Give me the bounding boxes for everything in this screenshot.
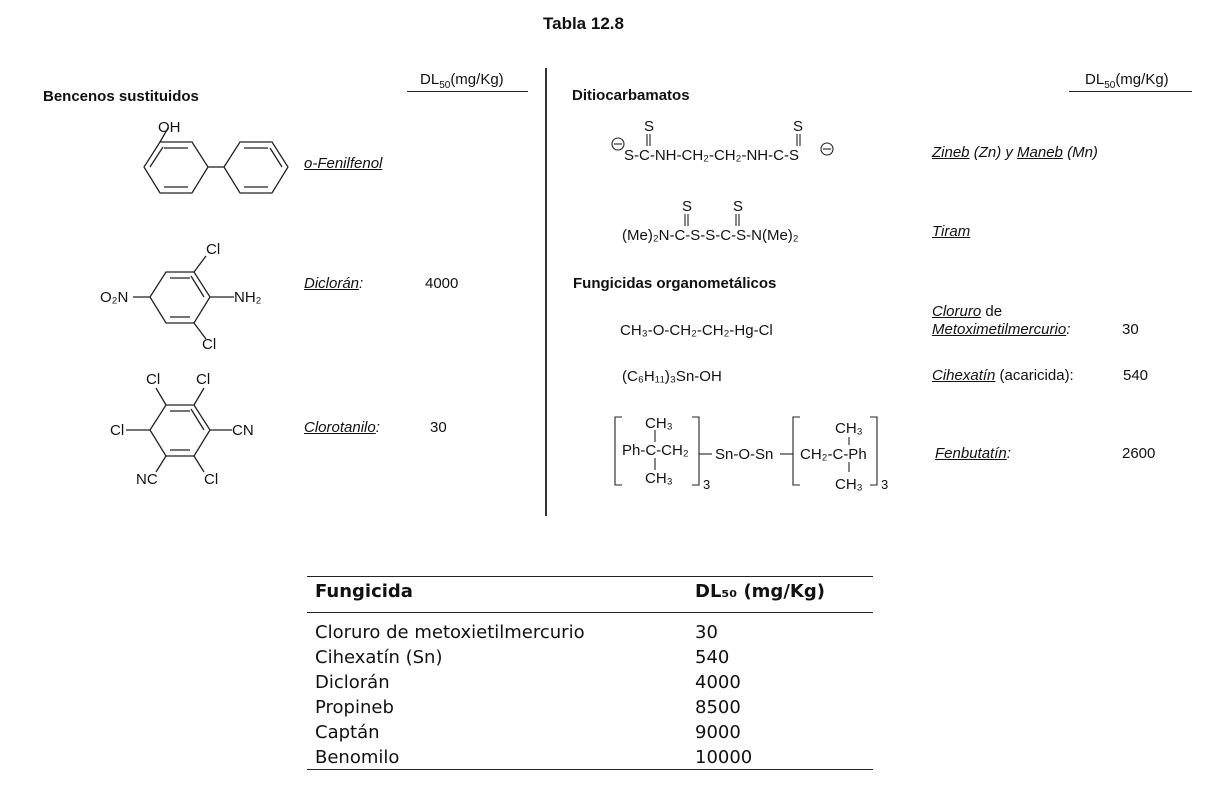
compound-name-clorotanilo: Clorotanilo: bbox=[304, 419, 380, 436]
thione-s-4: S bbox=[733, 198, 744, 215]
fen-ch3-top-left: CH₃ bbox=[645, 415, 673, 432]
nh2-label: NH₂ bbox=[234, 289, 262, 306]
dl50-underline-right bbox=[1069, 91, 1192, 92]
fen-center: Sn-O-Sn bbox=[715, 446, 774, 463]
dl50-value-cloruro: 30 bbox=[1122, 321, 1139, 338]
fen-ch3-bottom-left: CH₃ bbox=[645, 470, 673, 487]
no2-label: O₂N bbox=[100, 289, 129, 306]
cl-label-1: Cl bbox=[146, 371, 161, 388]
cl-label-3: Cl bbox=[110, 422, 125, 439]
thione-s-2: S bbox=[793, 118, 804, 135]
table-row bbox=[307, 694, 873, 719]
dl50-underline-left bbox=[407, 91, 528, 92]
cell-fungicida: Captán bbox=[315, 722, 380, 743]
section-heading-organometalicos: Fungicidas organometálicos bbox=[573, 275, 777, 292]
dl50-header-left: $DL_{50}(mg/Kg)$ bbox=[420, 71, 504, 91]
cl-bottom-label: Cl bbox=[202, 336, 217, 353]
table-row bbox=[307, 669, 873, 694]
dl50-value-fenbutatin: 2600 bbox=[1122, 445, 1156, 462]
cell-dl50: 30 bbox=[695, 622, 718, 643]
zineb-formula: S-C-NH-CH₂-CH₂-NH-C-S bbox=[624, 147, 799, 164]
dl50-value-dicloran: 4000 bbox=[425, 275, 459, 292]
cloruro-formula: CH₃-O-CH₂-CH₂-Hg-Cl bbox=[620, 322, 773, 339]
table-row bbox=[307, 613, 873, 645]
fen-right-chain: CH₂-C-Ph bbox=[800, 446, 867, 463]
cell-fungicida: Cihexatín (Sn) bbox=[315, 647, 443, 668]
column-header-fungicida: Fungicida bbox=[307, 577, 687, 613]
cell-fungicida: Propineb bbox=[315, 697, 394, 718]
cell-dl50: 9000 bbox=[695, 722, 741, 743]
cell-fungicida: Cloruro de metoxietilmercurio bbox=[315, 622, 585, 643]
table-row bbox=[307, 744, 873, 770]
thione-s-3: S bbox=[682, 198, 693, 215]
oh-label: OH bbox=[158, 119, 181, 136]
cell-fungicida: Diclorán bbox=[315, 672, 390, 693]
cell-dl50: 540 bbox=[695, 647, 730, 668]
nc-label-bottom: NC bbox=[136, 471, 158, 488]
table-row bbox=[307, 644, 873, 669]
cell-dl50: 4000 bbox=[695, 672, 741, 693]
cn-label-right: CN bbox=[232, 422, 254, 439]
thione-s-1: S bbox=[644, 118, 655, 135]
compound-name-fenbutatin: Fenbutatín: bbox=[935, 445, 1011, 462]
dl50-value-cihexatin: 540 bbox=[1123, 367, 1149, 384]
dl50-value-clorotanilo: 30 bbox=[430, 419, 447, 436]
fen-subscript-left: 3 bbox=[703, 477, 711, 492]
dl50-header-right: $DL_{50}(mg/Kg)$ bbox=[1085, 71, 1169, 91]
cl-top-label: Cl bbox=[206, 241, 221, 258]
compound-name-cloruro: Cloruro de Metoximetilmercurio: bbox=[932, 303, 1071, 338]
fen-ch3-top-right: CH₃ bbox=[835, 420, 863, 437]
tiram-formula: (Me)₂N-C-S-S-C-S-N(Me)₂ bbox=[622, 227, 799, 244]
fen-subscript-right: 3 bbox=[881, 477, 889, 492]
table-header-row bbox=[307, 577, 873, 613]
cell-dl50: 8500 bbox=[695, 697, 741, 718]
section-heading-ditiocarbamatos: Ditiocarbamatos bbox=[572, 87, 690, 104]
cl-label-4: Cl bbox=[204, 471, 219, 488]
fen-left-chain: Ph-C-CH₂ bbox=[622, 442, 689, 459]
column-divider bbox=[545, 68, 547, 516]
compound-name-zineb-maneb: Zineb (Zn) y Maneb (Mn) bbox=[932, 144, 1098, 161]
compound-name-o-fenilfenol: o-Fenilfenol bbox=[304, 155, 383, 172]
compound-name-cihexatin: Cihexatín (acaricida): bbox=[932, 367, 1074, 384]
fen-ch3-bottom-right: CH₃ bbox=[835, 476, 863, 493]
compound-name-dicloran: Diclorán: bbox=[304, 275, 364, 292]
column-header-dl50: DL₅₀ (mg/Kg) bbox=[687, 577, 873, 613]
cell-fungicida: Benomilo bbox=[307, 744, 687, 770]
page-title: Tabla 12.8 bbox=[543, 14, 624, 33]
compound-name-tiram: Tiram bbox=[932, 223, 971, 240]
cl-label-2: Cl bbox=[196, 371, 211, 388]
cihexatin-formula: (C₆H₁₁)₃Sn-OH bbox=[622, 368, 722, 385]
dl50-summary-table bbox=[307, 576, 873, 770]
table-row bbox=[307, 719, 873, 744]
cell-dl50: 10000 bbox=[687, 744, 873, 770]
section-heading-bencenos: Bencenos sustituidos bbox=[43, 88, 199, 105]
